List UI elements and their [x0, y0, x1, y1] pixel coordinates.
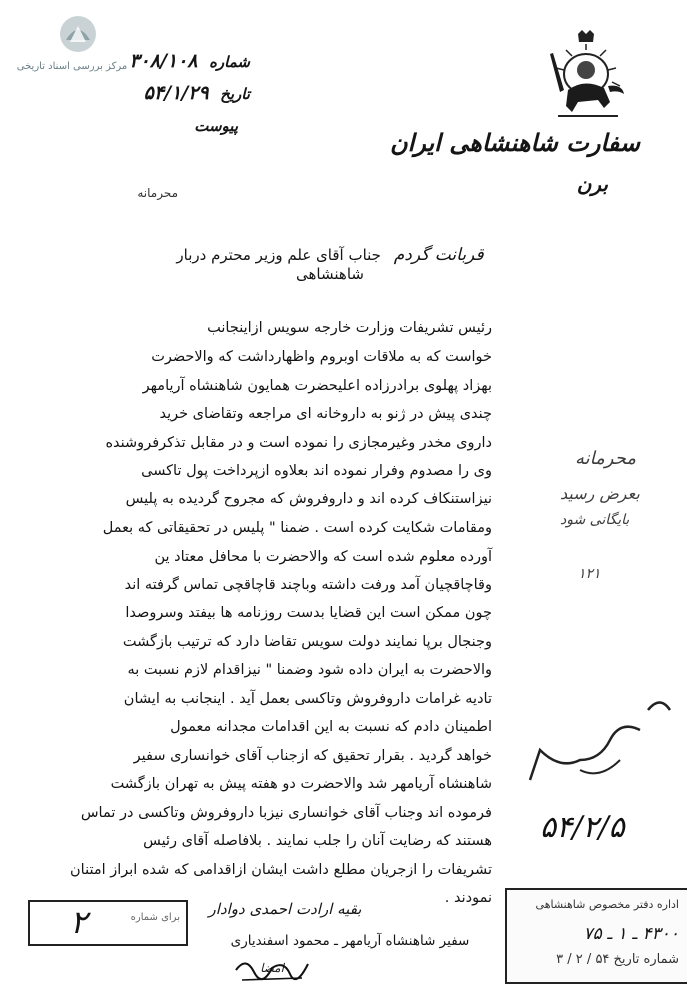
ambassador-name: سفیر شاهنشاه آریامهر ـ محمود اسفندیاری: [230, 933, 470, 949]
attachment-row: [188, 116, 238, 135]
margin-note: ۱۲۱: [578, 566, 601, 582]
margin-date: ۵۴/۲/۵: [540, 810, 625, 845]
archive-logo-icon: [58, 14, 98, 54]
body-line: تشریفات را ازجریان مطلع داشت ایشان ازاقدامی که شده ابراز امتنان: [70, 862, 492, 878]
stamp-office: اداره دفتر مخصوص شاهنشاهی: [535, 898, 679, 911]
classification-label: محرمانه: [137, 186, 178, 200]
salutation-greeting: قربانت گردم: [393, 245, 484, 265]
reference-date: ۵۴/۱/۲۹: [143, 82, 209, 104]
signature-scribble-icon: [232, 950, 312, 990]
attachment-label: پیوست: [194, 117, 238, 135]
watermark-text: مرکز بررسی اسناد تاریخی: [16, 61, 128, 72]
register-box: [28, 900, 188, 946]
reference-number: ۳۰۸/۱۰۸: [129, 50, 198, 72]
body-line: چندی پیش در ژنو به داروخانه ای مراجعه وتقاضای خرید: [159, 406, 492, 422]
body-line: رئیس تشریفات وزارت خارجه سویس ازاینجانب: [207, 320, 492, 336]
body-line: نیزاستنکاف کرده اند و داروفروش که مجروح گردیده به پلیس: [125, 491, 492, 507]
embassy-city: برن: [576, 172, 608, 196]
body-line: ومقامات شکایت کرده است . ضمنا " پلیس در تحقیقاتی که بعمل: [102, 520, 492, 536]
body-line: اطمینان دادم که نسبت به این اقدامات مجدانه معمول: [170, 719, 492, 735]
office-stamp: [505, 888, 687, 984]
body-line: وقاچاقچیان آمد ورفت داشته وباچند قاچاقچی تماس گرفته اند: [124, 577, 492, 593]
signature-text: امضا: [260, 961, 284, 975]
register-label: برای شماره: [130, 912, 180, 923]
body-line: آورده معلوم شده است که والاحضرت با محافل معتاد ین: [154, 549, 492, 565]
body-line: چون ممکن است این قضایا بدست روزنامه ها بیفتد وسروصدا: [125, 605, 492, 621]
lion-and-sun-emblem-icon: [538, 30, 632, 122]
reference-block: [110, 40, 250, 140]
body-line: فرموده اند وجناب آقای خوانساری نیزبا داروفروش وتاکسی در تماس: [80, 805, 492, 821]
embassy-title: سفارت شاهنشاهی ایران: [389, 128, 640, 157]
stamp-number: ۴۳۰۰ ـ ۱ ـ ۷۵: [583, 924, 679, 944]
body-line: هستند که رضایت آنان را جلب نمایند . بلافاصله آقای رئیس: [143, 833, 492, 849]
margin-scribble-icon: [520, 690, 690, 790]
salutation-recipient: جناب آقای علم وزیر محترم دربار شاهنشاهی: [176, 246, 381, 283]
date-label: تاریخ: [220, 85, 250, 103]
margin-note: بایگانی شود: [560, 512, 630, 528]
body-line: خواست که به ملاقات اوبروم واظهارداشت که والاحضرت: [151, 349, 492, 365]
body-line: تادیه غرامات داروفروش وتاکسی بعمل آید . اینجانب به ایشان: [123, 691, 492, 707]
body-line: داروی مخدر وغیرمجازی را نموده است و در مقابل تذکرفروشنده: [105, 435, 492, 451]
reference-date-row: [144, 82, 250, 104]
salutation: [170, 245, 490, 283]
body-line: وجنجال برپا نمایند دولت سویس تقاضا دارد که ترتیب بازگشت: [122, 634, 492, 650]
body-line: شاهنشاه آریامهر شد والاحضرت دو هفته پیش به تهران بازگشت: [110, 776, 492, 792]
closing-handwritten-line: بقیه ارادت احمدی دوادار: [208, 900, 362, 918]
body-line: وی را مصدوم وفرار نموده اند بعلاوه ازپرداخت پول تاکسی: [141, 463, 492, 479]
margin-note: بعرض رسید: [560, 484, 640, 503]
register-number: ۲: [70, 903, 88, 941]
margin-note: محرمانه: [575, 448, 636, 469]
body-line: نمودند .: [444, 890, 492, 906]
stamp-date: شماره تاریخ ۵۴ / ۲ / ۳: [556, 952, 679, 967]
body-line: بهزاد پهلوی برادرزاده اعلیحضرت همایون شاهنشاه آریامهر: [142, 378, 492, 394]
body-line: خواهد گردید . بقرار تحقیق که ازجناب آقای خوانساری سفیر: [133, 748, 492, 764]
reference-number-row: [129, 50, 250, 72]
body-line: والاحضرت به ایران داده شود وضمنا " نیزاقدام لازم نسبت به: [127, 662, 492, 678]
number-label: شماره: [209, 53, 250, 71]
